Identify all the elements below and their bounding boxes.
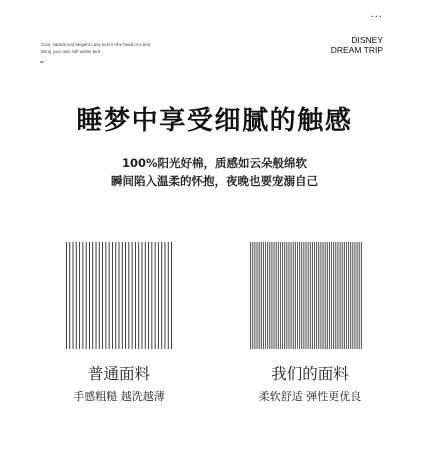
regular-fabric-desc: 手感粗糙 越洗越薄 [73, 390, 165, 403]
english-tagline [41, 41, 150, 55]
our-fabric-title: 我们的面料 [271, 365, 349, 383]
brand-label [331, 35, 383, 55]
coarse-fabric-texture [66, 242, 172, 349]
subtitle-line-1: 100%阳光好棉，质感如云朵般绵软 [121, 156, 308, 170]
page-title: 睡梦中享受细腻的触感 [76, 106, 353, 136]
ellipsis-icon[interactable]: ... [370, 9, 383, 20]
quote-icon: “ [40, 59, 44, 69]
our-fabric-desc: 柔软舒适 弹性更优良 [258, 390, 362, 403]
tagline-line-2: Bring your own soft winter bed [41, 49, 101, 54]
regular-fabric-title: 普通面料 [87, 365, 150, 383]
brand-line-1: DISNEY [351, 35, 383, 45]
subtitle-line-2: 瞬间陷入温柔的怀抱，夜晚也要宠溺自己 [111, 174, 318, 188]
brand-line-2: DREAM TRIP [330, 45, 383, 55]
tagline-line-1: Cool, natural and elegant Lazy nest in the head of a bed [41, 42, 151, 47]
fine-fabric-texture [250, 242, 362, 349]
